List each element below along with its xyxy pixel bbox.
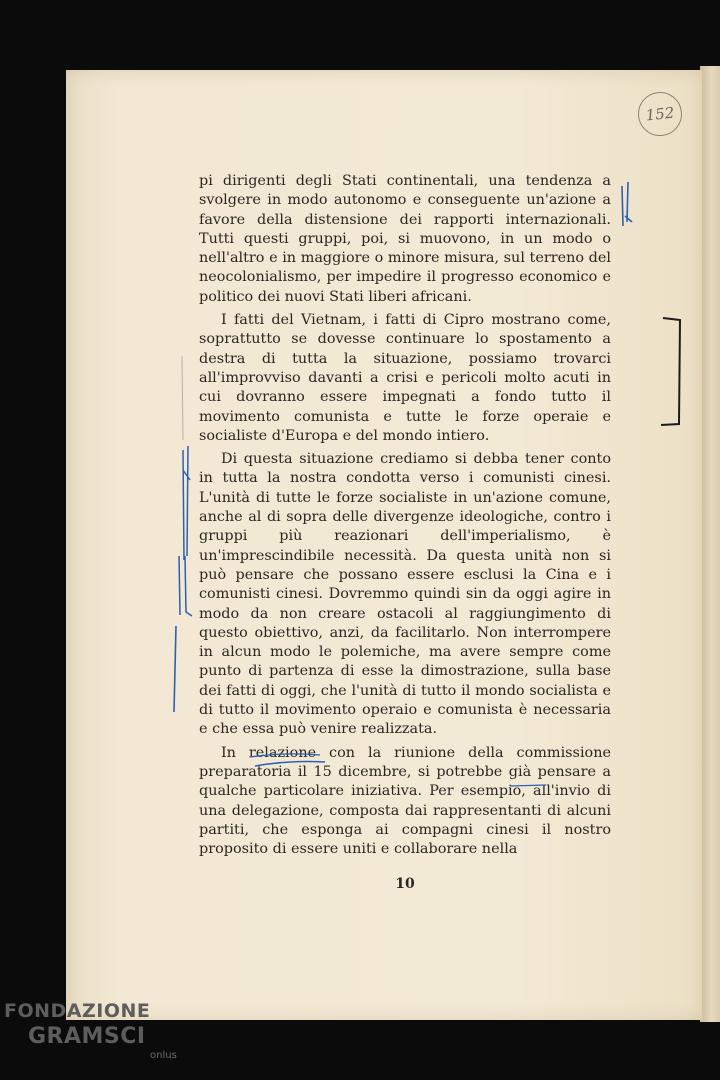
paragraph-3: Di questa situazione crediamo si debba tener conto in tutta la nostra condotta verso i comunisti cinesi. L'unità di tutte le forze socialiste in un'azione comune, anche al di sopra delle divergenze ideologiche, contro i gruppi più reazionari dell'imperialismo, è un'imprescindibile necessità. Da questa unità non si può pensare che possano essere esclusi la Cina e i comunisti cinesi. Dovremmo quindi sin da oggi agire in modo da non creare ostacoli al raggiungimento di questo obiettivo, anzi, da facilitarlo. Non interrompere in alcun modo le polemiche, ma avere sempre come punto di partenza di esse la dimostrazione, sulla base dei fatti di oggi, che l'unità di tutto il mondo socialista e di tutto il movimento operaio e comunista è necessaria e che essa può venire realizzata.	[199, 451, 611, 738]
logo-line-2: GRAMSCI	[28, 1024, 146, 1049]
next-page-edge	[700, 66, 720, 1022]
paragraph-1: pi dirigenti degli Stati continentali, una tendenza a svolgere in modo autonomo e conseguente un'azione a favore della distensione dei rapporti internazionali. Tutti questi gruppi, poi, si muovono, in un modo o nell'altro e in maggiore o minore misura, sul terreno del neocolonialismo, per impedire il progresso economico e politico dei nuovi Stati liberi africani.	[199, 173, 611, 305]
archive-stamp-number: 152	[636, 90, 684, 138]
logo-line-3: onlus	[150, 1050, 177, 1061]
paragraph-4: In relazione con la riunione della commissione preparatoria il 15 dicembre, si potrebbe già pensare a qualche particolare iniziativa. Per esempio, all'invio di una delegazione, composta dai rappresentanti di alcuni partiti, che esponga ai compagni cinesi il nostro proposito di essere uniti e collaborare nella	[199, 744, 611, 858]
logo-line-1: FONDAZIONE	[4, 1000, 151, 1022]
foundation-logo	[4, 1000, 194, 1076]
body-text	[199, 172, 611, 863]
paragraph-2: I fatti del Vietnam, i fatti di Cipro mostrano come, soprattutto se dovesse continuare lo spostamento a destra di tutta la situazione, possiamo trovarci all'improvviso davanti a crisi e pericoli molto acuti in cui dovranno essere impegnati a fondo tutto il movimento comunista e tutte le forze operaie e socialiste d'Europa e del mondo intiero.	[199, 312, 611, 444]
page-number: 10	[395, 876, 415, 892]
